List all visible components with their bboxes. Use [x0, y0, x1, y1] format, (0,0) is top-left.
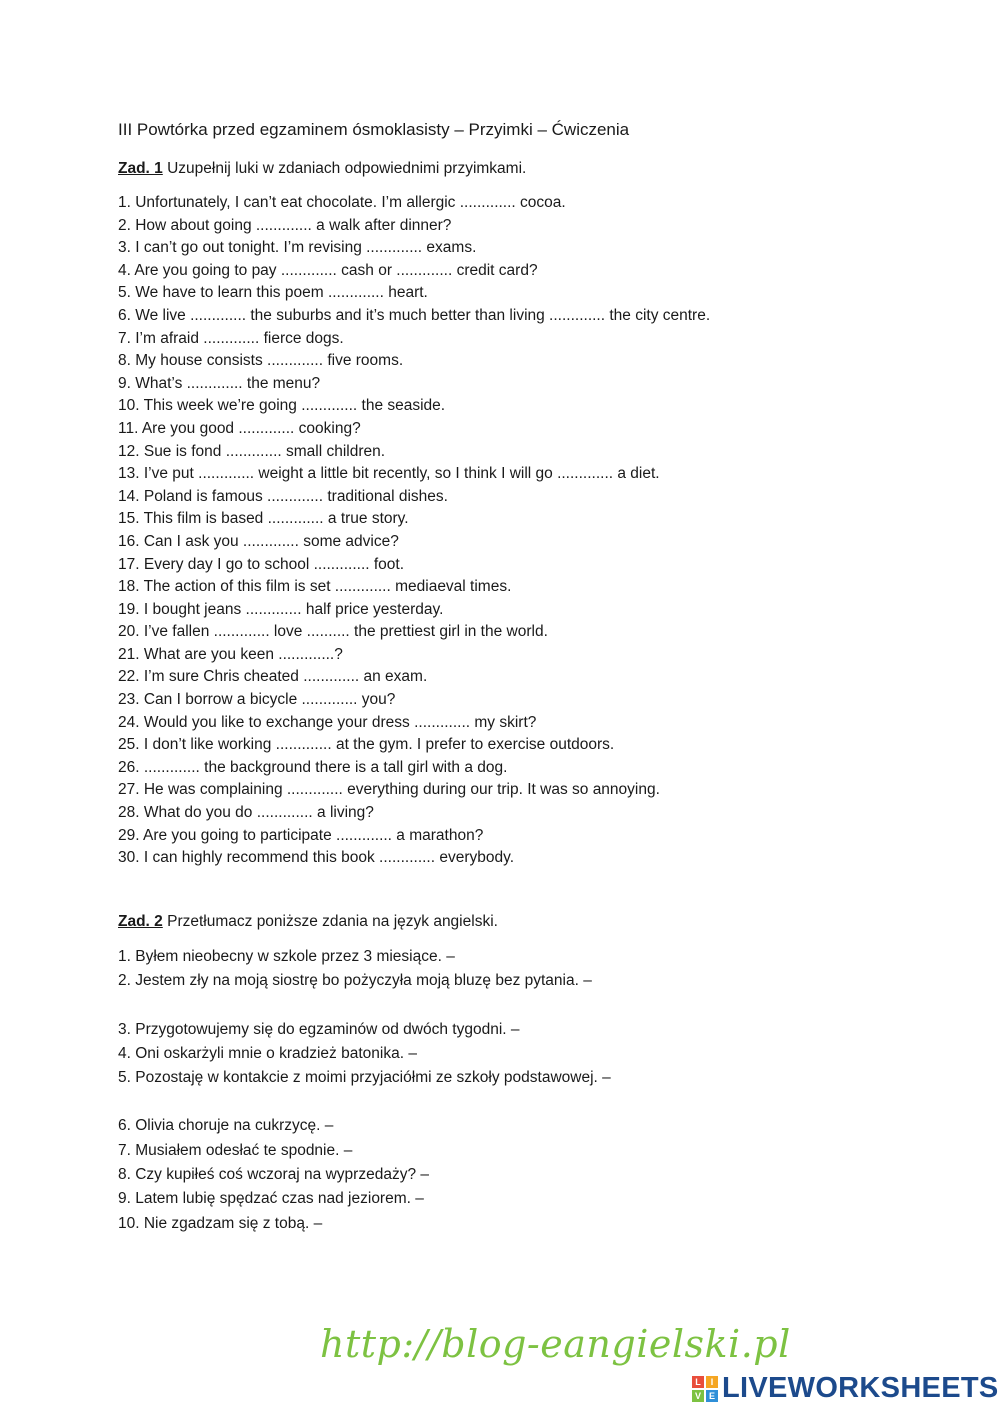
task2-header: [118, 913, 498, 931]
task1-item: 11. Are you good ............. cooking?: [118, 419, 361, 437]
logo-tile: E: [706, 1390, 718, 1402]
task1-item: 25. I don’t like working ............. at the gym. I prefer to exercise outdoors.: [118, 736, 615, 754]
task1-item: 24. Would you like to exchange your dress ............. my skirt?: [118, 713, 537, 731]
task1-item: 22. I’m sure Chris cheated ............. an exam.: [118, 668, 428, 686]
task2-list: [118, 945, 611, 1236]
task1-item: 30. I can highly recommend this book ............. everybody.: [118, 849, 515, 867]
logo-tile: L: [692, 1376, 704, 1388]
task2-item: 5. Pozostaję w kontakcie z moimi przyjaciółmi ze szkoły podstawowej. –: [118, 1069, 611, 1087]
page-title: III Powtórka przed egzaminem ósmoklasisty – Przyimki – Ćwiczenia: [118, 120, 630, 139]
task2-item: 7. Musiałem odesłać te spodnie. –: [118, 1141, 353, 1159]
task1-item: 10. This week we’re going ............. the seaside.: [118, 397, 446, 415]
task1-item: 17. Every day I go to school ............. foot.: [118, 555, 405, 573]
liveworksheets-tiles-icon: [692, 1376, 718, 1402]
task1-label: Zad. 1: [118, 160, 163, 177]
task1-item: 7. I’m afraid ............. fierce dogs.: [118, 329, 344, 347]
liveworksheets-logo[interactable]: [692, 1372, 999, 1405]
task2-item: 1. Byłem nieobecny w szkole przez 3 miesiące. –: [118, 948, 455, 965]
task1-item: 13. I’ve put ............. weight a little bit recently, so I think I will go ............. a diet.: [118, 465, 660, 483]
blog-url[interactable]: http://blog-eangielski.pl: [320, 1322, 791, 1366]
task1-instruction: Uzupełnij luki w zdaniach odpowiednimi przyimkami.: [167, 160, 527, 177]
task1-item: 29. Are you going to participate ............. a marathon?: [118, 826, 484, 844]
task1-item: 14. Poland is famous ............. traditional dishes.: [118, 487, 448, 505]
logo-tile: V: [692, 1390, 704, 1402]
task1-item: 9. What’s ............. the menu?: [118, 374, 321, 392]
task2-item: 4. Oni oskarżyli mnie o kradzież batonika. –: [118, 1044, 417, 1062]
task1-item: 8. My house consists ............. five rooms.: [118, 352, 404, 370]
task1-item: 28. What do you do ............. a living?: [118, 804, 374, 822]
task1-list: [118, 192, 710, 870]
task2-item: 8. Czy kupiłeś coś wczoraj na wyprzedaży? –: [118, 1166, 429, 1184]
task1-item: 27. He was complaining ............. everything during our trip. It was so annoying.: [118, 781, 660, 799]
task1-item: 5. We have to learn this poem ............. heart.: [118, 284, 428, 302]
task2-instruction: Przetłumacz poniższe zdania na język angielski.: [167, 913, 498, 930]
task2-item: 2. Jestem zły na moją siostrę bo pożyczyła moją bluzę bez pytania. –: [118, 972, 592, 990]
task1-item: 3. I can’t go out tonight. I’m revising ............. exams.: [118, 239, 477, 257]
task1-item: 20. I’ve fallen ............. love .......... the prettiest girl in the world.: [118, 623, 548, 641]
task1-item: 16. Can I ask you ............. some advice?: [118, 532, 399, 550]
task1-item: 18. The action of this film is set ............. mediaeval times.: [118, 578, 512, 596]
task1-item: 23. Can I borrow a bicycle ............. you?: [118, 691, 396, 709]
task1-item: 12. Sue is fond ............. small children.: [118, 442, 386, 460]
task1-item: 26. ............. the background there is a tall girl with a dog.: [118, 758, 508, 776]
task1-item: 2. How about going ............. a walk after dinner?: [118, 216, 452, 234]
task1-item: 19. I bought jeans ............. half price yesterday.: [118, 600, 444, 618]
task2-item: 6. Olivia choruje na cukrzycę. –: [118, 1117, 334, 1135]
task1-item: 15. This film is based ............. a true story.: [118, 510, 409, 528]
task1-item: 4. Are you going to pay ............. cash or ............. credit card?: [118, 261, 538, 279]
task1-item: 6. We live ............. the suburbs and it’s much better than living ............. the city centre.: [118, 306, 711, 324]
task1-header: [118, 160, 526, 178]
task2-item: 10. Nie zgadzam się z tobą. –: [118, 1214, 323, 1232]
task2-label: Zad. 2: [118, 913, 163, 930]
liveworksheets-brand: LIVEWORKSHEETS: [722, 1372, 999, 1404]
logo-tile: I: [706, 1376, 718, 1388]
task1-item: 1. Unfortunately, I can’t eat chocolate. I’m allergic ............. cocoa.: [118, 194, 566, 211]
task2-item: 9. Latem lubię spędzać czas nad jeziorem. –: [118, 1190, 424, 1208]
task2-item: 3. Przygotowujemy się do egzaminów od dwóch tygodni. –: [118, 1020, 520, 1038]
task1-item: 21. What are you keen .............?: [118, 645, 343, 663]
